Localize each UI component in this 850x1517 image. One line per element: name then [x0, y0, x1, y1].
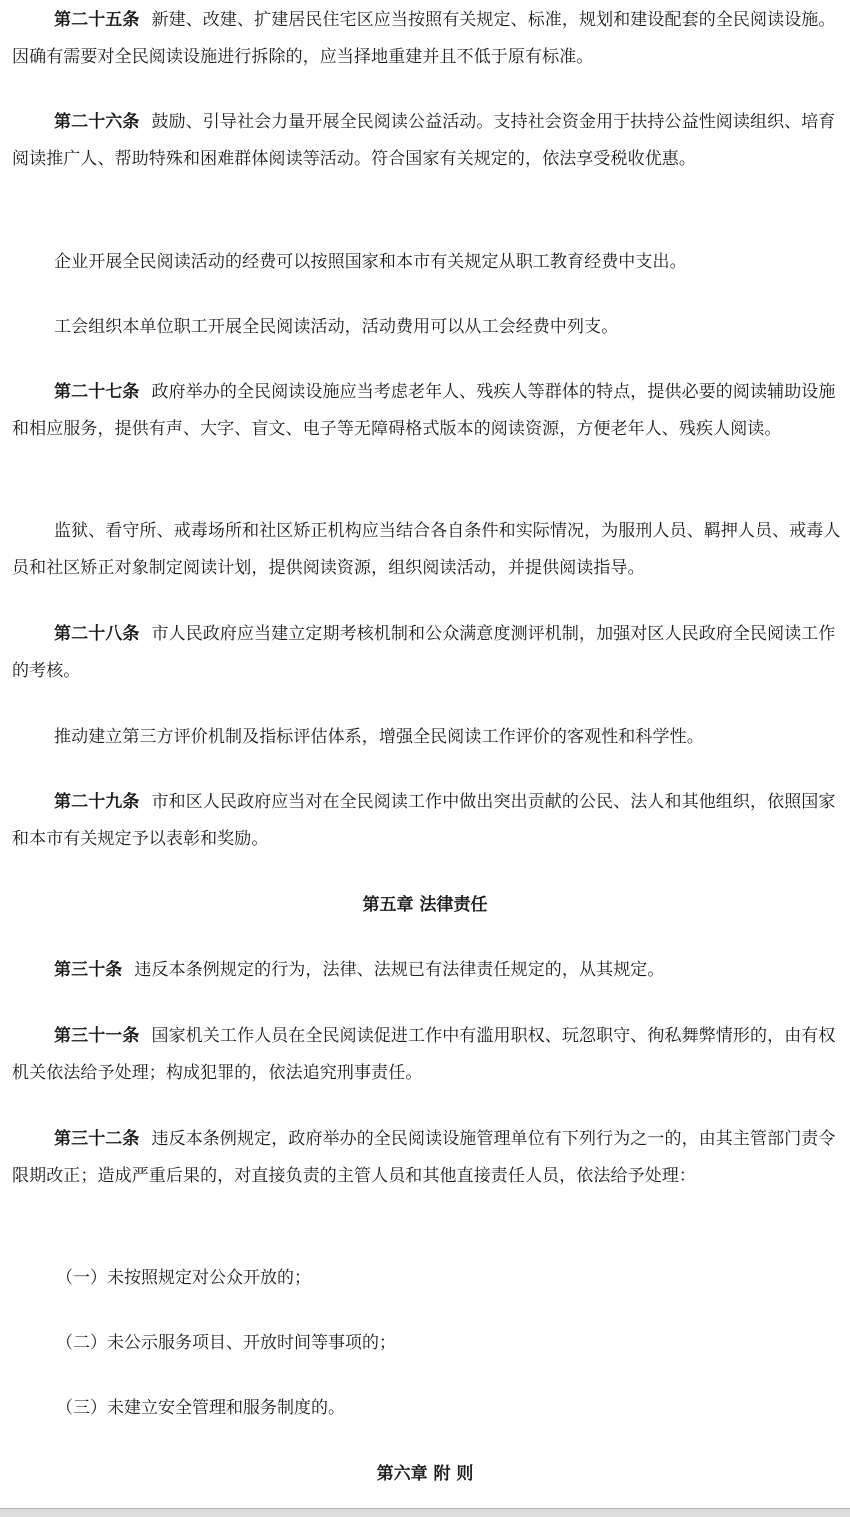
paragraph: [12, 719, 842, 756]
article-label: 第三十一条: [54, 1026, 140, 1046]
paragraph-text: 监狱、看守所、戒毒场所和社区矫正机构应当结合各自条件和实际情况，为服刑人员、羁押人员、戒毒人员和社区矫正对象制定阅读计划，提供阅读资源，组织阅读活动，并提供阅读指导。: [12, 521, 841, 578]
article-text: 违反本条例规定，政府举办的全民阅读设施管理单位有下列行为之一的，由其主管部门责令限期改正；造成严重后果的，对直接负责的主管人员和其他直接责任人员，依法给予处理：: [12, 1129, 836, 1186]
article-text: 市和区人民政府应当对在全民阅读工作中做出突出贡献的公民、法人和其他组织，依照国家和本市有关规定予以表彰和奖励。: [12, 792, 836, 849]
article-text: 新建、改建、扩建居民住宅区应当按照有关规定、标准，规划和建设配套的全民阅读设施。因确有需要对全民阅读设施进行拆除的，应当择地重建并且不低于原有标准。: [12, 10, 836, 67]
article-label: 第三十二条: [54, 1129, 140, 1149]
paragraph-text: 工会组织本单位职工开展全民阅读活动，活动费用可以从工会经费中列支。: [54, 317, 619, 337]
article-32: [12, 1121, 842, 1194]
list-item: （三）未建立安全管理和服务制度的。: [56, 1398, 345, 1418]
paragraph-text: 推动建立第三方评价机制及指标评估体系，增强全民阅读工作评价的客观性和科学性。: [54, 727, 704, 747]
article-text: 市人民政府应当建立定期考核机制和公众满意度测评机制，加强对区人民政府全民阅读工作的考核。: [12, 624, 836, 681]
chapter-heading: 第五章 法律责任: [362, 895, 488, 915]
article-label: 第二十五条: [54, 10, 140, 30]
paragraph: [12, 309, 842, 346]
article-28: [12, 616, 842, 689]
article-label: 第二十七条: [54, 382, 140, 402]
article-text: 违反本条例规定的行为，法律、法规已有法律责任规定的，从其规定。: [134, 960, 665, 980]
article-text: 国家机关工作人员在全民阅读促进工作中有滥用职权、玩忽职守、徇私舞弊情形的，由有权机关依法给予处理；构成犯罪的，依法追究刑事责任。: [12, 1026, 836, 1083]
article-26: [12, 104, 842, 177]
article-label: 第二十八条: [54, 624, 140, 644]
article-text: 鼓励、引导社会力量开展全民阅读公益活动。支持社会资金用于扶持公益性阅读组织、培育阅读推广人、帮助特殊和困难群体阅读等活动。符合国家有关规定的，依法享受税收优惠。: [12, 112, 836, 169]
list-item: （二）未公示服务项目、开放时间等事项的；: [56, 1333, 396, 1353]
paragraph: [12, 244, 842, 281]
paragraph: [12, 513, 842, 586]
article-27: [12, 374, 842, 447]
list-item: （一）未按照规定对公众开放的；: [56, 1268, 311, 1288]
article-25: [12, 2, 842, 75]
article-31: [12, 1018, 842, 1091]
article-label: 第二十六条: [54, 112, 140, 132]
article-label: 第二十九条: [54, 792, 140, 812]
paragraph-text: 企业开展全民阅读活动的经费可以按照国家和本市有关规定从职工教育经费中支出。: [54, 252, 687, 272]
chapter-heading: 第六章 附 则: [376, 1464, 474, 1484]
article-text: 政府举办的全民阅读设施应当考虑老年人、残疾人等群体的特点，提供必要的阅读辅助设施和相应服务，提供有声、大字、盲文、电子等无障碍格式版本的阅读资源，方便老年人、残疾人阅读。: [12, 382, 836, 439]
article-29: [12, 784, 842, 857]
article-30: [12, 952, 842, 989]
article-label: 第三十条: [54, 960, 123, 980]
